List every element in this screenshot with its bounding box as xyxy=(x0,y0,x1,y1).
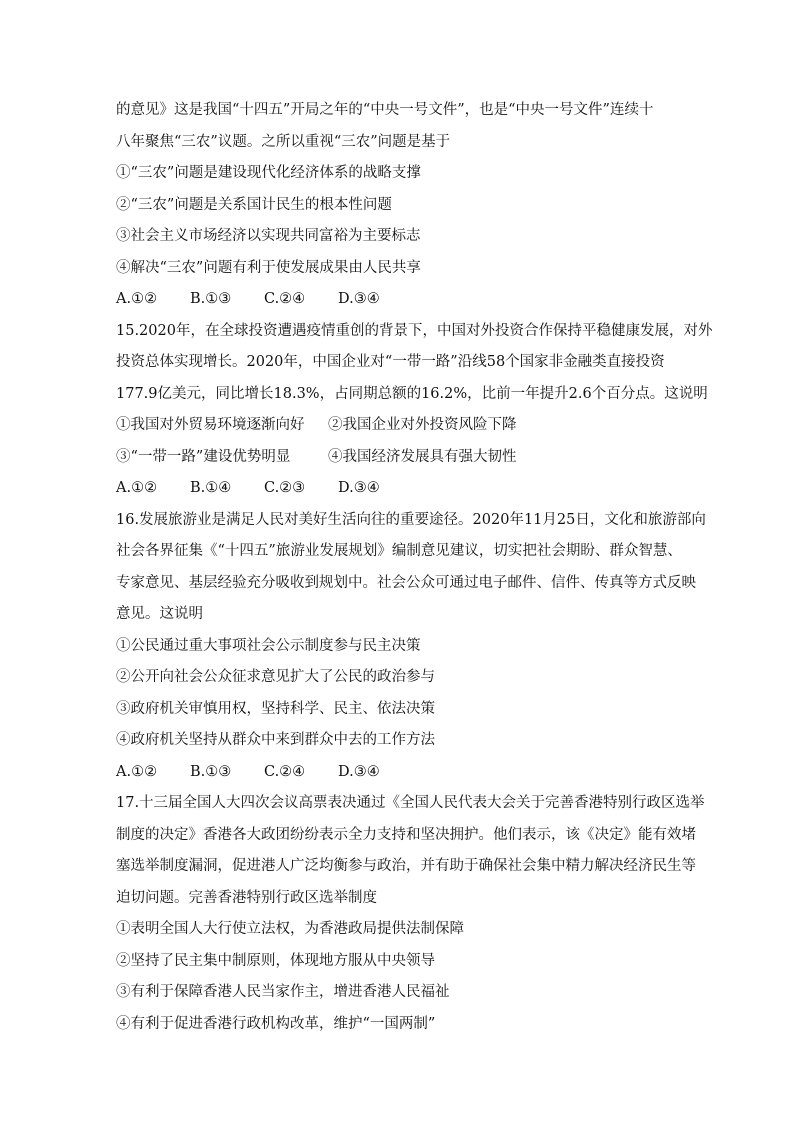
option-statement: ④我国经济发展具有强大韧性 xyxy=(328,448,517,465)
option-statement: ③社会主义市场经济以实现共同富裕为主要标志 xyxy=(116,228,421,244)
option-statement: ①公民通过重大事项社会公示制度参与民主决策 xyxy=(116,637,421,654)
question-16 xyxy=(116,510,706,782)
question-17 xyxy=(116,793,705,1034)
choice-c: C.②③ xyxy=(264,480,306,496)
option-statement: ①表明全国人大行使立法权，为香港政局提供法制保障 xyxy=(116,921,464,937)
option-statement: ③“一带一路”建设优势明显 xyxy=(116,448,291,465)
choice-d: D.③④ xyxy=(338,291,380,307)
option-statement: ④解决“三农”问题有利于使发展成果由人民共享 xyxy=(116,259,421,276)
option-statement: ①我国对外贸易环境逐渐向好 xyxy=(116,417,305,433)
option-statement: ②公开向社会公众征求意见扩大了公民的政治参与 xyxy=(116,669,435,685)
question-text-line: 16.发展旅游业是满足人民对美好生活向往的重要途径。2020年11月25日，文化和旅游部向 xyxy=(116,511,706,528)
choice-a: A.①② xyxy=(116,291,158,307)
choice-b: B.①③ xyxy=(190,291,232,307)
answer-choices xyxy=(116,762,686,782)
question-text-line: 社会各界征集《“十四五”旅游业发展规划》编制意见建议，切实把社会期盼、群众智慧、 xyxy=(116,543,682,559)
option-statement: ②坚持了民主集中制原则，体现地方服从中央领导 xyxy=(116,952,435,969)
question-text-line: 15.2020年，在全球投资遭遇疫情重创的背景下，中国对外投资合作保持平稳健康发展，对外 xyxy=(116,322,713,339)
choice-c: C.②④ xyxy=(264,291,306,307)
choice-a: A.①② xyxy=(116,763,158,780)
choice-c: C.②④ xyxy=(264,763,306,780)
exam-page xyxy=(116,100,713,1045)
option-statement: ②“三农”问题是关系国计民生的根本性问题 xyxy=(116,196,392,213)
option-row xyxy=(116,447,686,467)
question-text-line: 迫切问题。完善香港特别行政区选举制度 xyxy=(116,889,377,906)
choice-d: D.③④ xyxy=(338,480,380,496)
option-statement: ②我国企业对外投资风险下降 xyxy=(328,417,517,433)
choice-b: B.①③ xyxy=(190,763,232,780)
choice-d: D.③④ xyxy=(338,763,380,780)
question-text-line: 投资总体实现增长。2020年，中国企业对“一带一路”沿线58个国家非金融类直接投资 xyxy=(116,354,665,370)
option-row xyxy=(116,415,686,435)
question-15 xyxy=(116,321,713,499)
option-statement: ①“三农”问题是建设现代化经济体系的战略支撑 xyxy=(116,165,421,181)
answer-choices xyxy=(116,478,686,498)
option-statement: ③政府机关审慎用权，坚持科学、民主、依法决策 xyxy=(116,700,435,717)
option-statement: ④政府机关坚持从群众中来到群众中去的工作方法 xyxy=(116,732,435,748)
question-text-line: 177.9亿美元，同比增长18.3%，占同期总额的16.2%，比前一年提升2.6个百分点。这说明 xyxy=(116,385,708,402)
question-text-line: 的意见》这是我国“十四五”开局之年的“中央一号文件”，也是“中央一号文件”连续十 xyxy=(116,102,654,118)
choice-b: B.①④ xyxy=(190,480,232,496)
question-text-line: 17.十三届全国人大四次会议高票表决通过《全国人民代表大会关于完善香港特别行政区选举 xyxy=(116,795,705,811)
question-text-line: 专家意见、基层经验充分吸收到规划中。社会公众可通过电子邮件、信件、传真等方式反映 xyxy=(116,574,696,591)
question-text-line: 意见。这说明 xyxy=(116,606,203,622)
question-text-line: 八年聚焦“三农”议题。之所以重视“三农”问题是基于 xyxy=(116,133,451,150)
question-text-line: 制度的决定》香港各大政团纷纷表示全力支持和坚决拥护。他们表示，该《决定》能有效堵 xyxy=(116,826,696,843)
option-statement: ④有利于促进香港行政机构改革，维护“一国两制” xyxy=(116,1015,436,1032)
question-text-line: 塞选举制度漏洞，促进港人广泛均衡参与政治，并有助于确保社会集中精力解决经济民生等 xyxy=(116,858,696,874)
choice-a: A.①② xyxy=(116,480,158,496)
answer-choices xyxy=(116,289,686,309)
question-14-continuation xyxy=(116,100,686,309)
option-statement: ③有利于保障香港人民当家作主，增进香港人民福祉 xyxy=(116,984,450,1000)
